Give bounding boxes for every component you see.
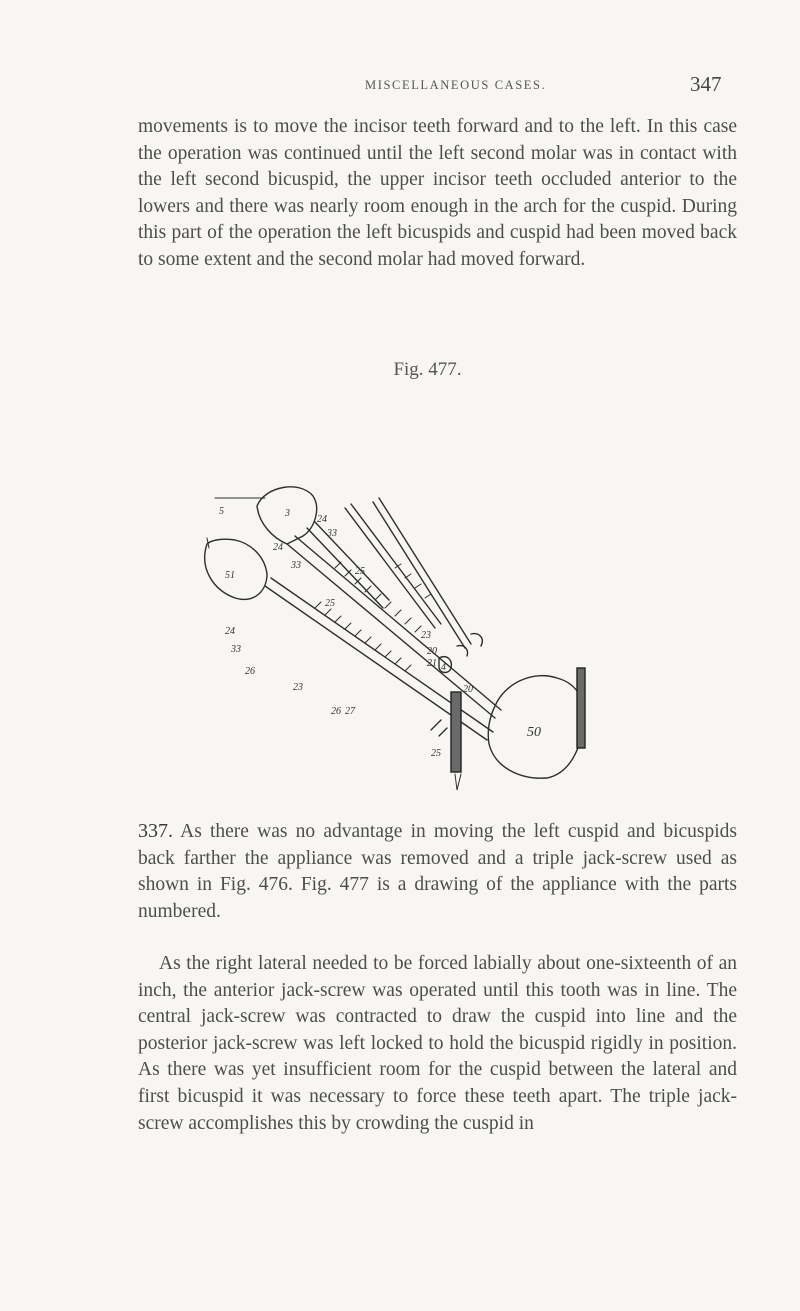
label-33c: 33	[231, 644, 241, 655]
triple-jack-screw-drawing	[195, 478, 615, 813]
label-25a: 25	[355, 566, 365, 577]
label-25c: 25	[431, 748, 441, 759]
page-number: 347	[690, 72, 722, 96]
label-24b: 24	[273, 542, 283, 553]
left-band-loop	[205, 539, 267, 599]
section-number: 337.	[138, 820, 173, 842]
label-4: 4	[441, 662, 446, 673]
label-23a: 23	[421, 630, 431, 641]
label-25b: 25	[325, 598, 335, 609]
label-26: 26	[245, 666, 255, 677]
running-title: MISCELLANEOUS CASES.	[365, 78, 547, 92]
continuation-paragraph: As the right lateral needed to be forced labially about one-sixteenth of an inch, the anterior jack-screw was operated until this tooth was in line. The central jack-screw was contracted to draw the cuspid into line and the posterior jack-screw was left locked to hold the bicuspid rigidly in position. As there was yet insufficient room for the cuspid between the lateral and first bicuspid it was necessary to force these teeth apart. The triple jack-screw accomplishes this by crowding the cuspid in	[138, 953, 737, 1134]
label-23b: 23	[293, 682, 303, 693]
figure-caption: Fig. 477.	[393, 359, 462, 380]
label-5: 5	[219, 506, 224, 517]
section-text: As there was no advantage in moving the left cuspid and bicuspids back farther the appliance was removed and a triple jack-screw used as shown in Fig. 476. Fig. 477 is a drawing of the appliance with the parts numbered.	[138, 821, 737, 922]
running-head	[0, 72, 800, 102]
section-paragraph	[138, 818, 737, 925]
label-21: 21	[427, 658, 437, 669]
label-24a: 24	[317, 514, 327, 525]
label-51: 51	[225, 570, 235, 581]
label-33a: 33	[327, 528, 337, 539]
label-27: 27	[345, 706, 355, 717]
label-20a: 20	[427, 646, 437, 657]
appliance-figure	[195, 478, 615, 813]
opening-paragraph: movements is to move the incisor teeth forward and to the left. In this case the operation was continued until the left second molar was in contact with the left second bicuspid, the upper incisor teeth occluded anterior to the lowers and there was nearly room enough in the arch for the cuspid. During this part of the operation the left bicuspids and cuspid had been moved back to some extent and the second molar had moved forward.	[138, 116, 737, 270]
label-50: 50	[527, 725, 541, 740]
label-26b: 26	[331, 706, 341, 717]
label-33b: 33	[291, 560, 301, 571]
label-3: 3	[285, 508, 290, 519]
label-20b: 20	[463, 684, 473, 695]
label-24c: 24	[225, 626, 235, 637]
